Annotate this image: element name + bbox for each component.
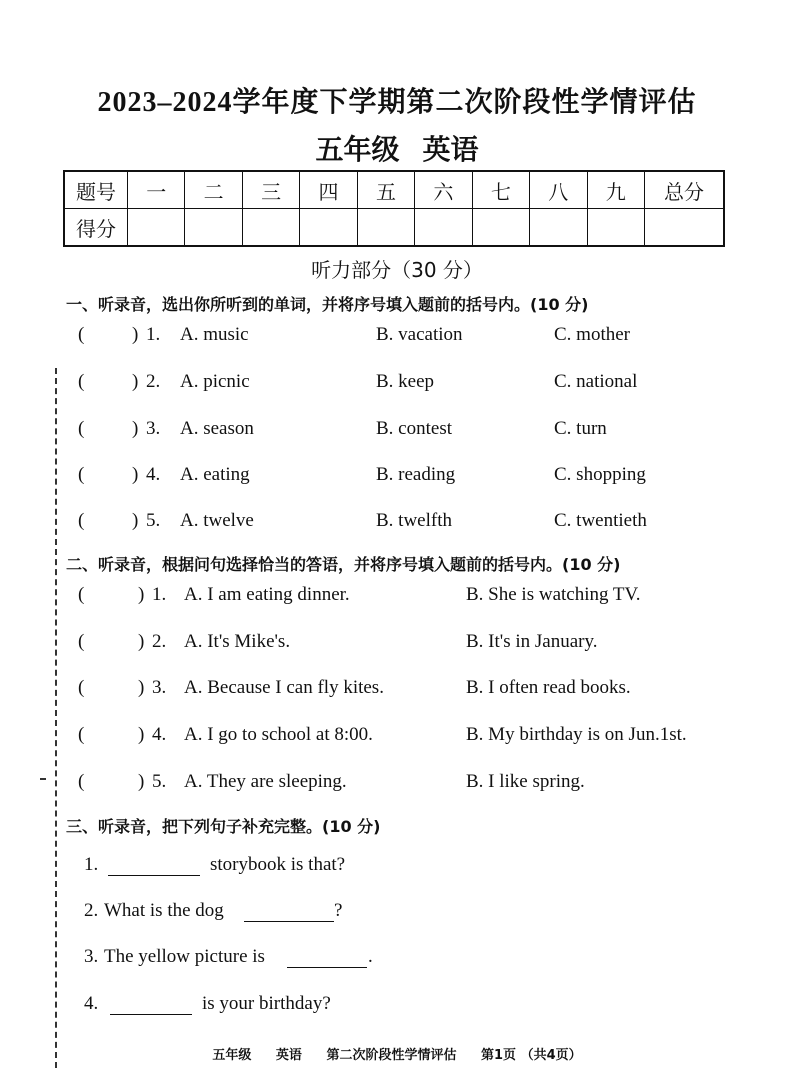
answer-bracket-close: )	[138, 724, 145, 745]
answer-bracket-open[interactable]: (	[78, 584, 85, 605]
option-c: C. twentieth	[554, 510, 647, 531]
option-b: B. She is watching TV.	[466, 584, 641, 605]
section3-item-4	[0, 993, 794, 1019]
column-4: 四	[300, 171, 357, 209]
section1-heading: 一、听录音，选出你所听到的单词，并将序号填入题前的括号内。(10 分)	[66, 295, 589, 314]
section3-item-1	[0, 854, 794, 880]
grade-label: 五年级	[315, 135, 400, 166]
item-number: 4.	[152, 724, 167, 745]
exam-title: 2023–2024学年度下学期第二次阶段性学情评估	[97, 87, 697, 118]
sentence-end: .	[368, 946, 373, 967]
option-b: B. I often read books.	[466, 677, 631, 698]
column-6: 六	[415, 171, 472, 209]
column-5: 五	[357, 171, 414, 209]
option-a: A. Because I can fly kites.	[184, 677, 384, 698]
score-cell[interactable]	[530, 209, 587, 247]
item-number: 2.	[146, 371, 161, 392]
answer-bracket-close: )	[132, 324, 139, 345]
option-a: A. picnic	[180, 371, 250, 392]
score-cell[interactable]	[300, 209, 357, 247]
option-c: C. national	[554, 371, 638, 392]
score-cell[interactable]	[587, 209, 645, 247]
option-b: B. My birthday is on Jun.1st.	[466, 724, 687, 745]
column-2: 二	[185, 171, 242, 209]
blank-line[interactable]	[244, 900, 334, 922]
option-a: A. season	[180, 418, 254, 439]
footer-exam-name: 第二次阶段性学情评估	[326, 1048, 457, 1063]
section2-heading: 二、听录音，根据问句选择恰当的答语，并将序号填入题前的括号内。(10 分)	[66, 555, 621, 574]
option-b: B. vacation	[376, 324, 463, 345]
answer-bracket-close: )	[132, 510, 139, 531]
option-b: B. keep	[376, 371, 435, 392]
section1-item-3	[0, 418, 794, 444]
answer-bracket-open[interactable]: (	[78, 724, 85, 745]
answer-bracket-open[interactable]: (	[78, 771, 85, 792]
option-a: A. music	[180, 324, 249, 345]
option-a: A. I am eating dinner.	[184, 584, 350, 605]
section2-item-2	[0, 631, 794, 657]
score-table-score-row	[64, 209, 724, 247]
option-c: C. mother	[554, 324, 630, 345]
option-b: B. I like spring.	[466, 771, 585, 792]
listening-part-title: 听力部分（30 分）	[311, 258, 483, 282]
footer-grade: 五年级	[212, 1048, 252, 1063]
answer-bracket-close: )	[138, 677, 145, 698]
score-cell[interactable]	[472, 209, 529, 247]
option-c: C. turn	[554, 418, 607, 439]
section1-item-5	[0, 510, 794, 536]
option-a: A. They are sleeping.	[184, 771, 347, 792]
answer-bracket-open[interactable]: (	[78, 631, 85, 652]
column-total: 总分	[645, 171, 725, 209]
option-c: C. shopping	[554, 464, 646, 485]
answer-bracket-close: )	[138, 584, 145, 605]
sentence-text: is your birthday?	[202, 993, 331, 1014]
sentence-text: storybook is that?	[210, 854, 346, 875]
option-a: A. It's Mike's.	[184, 631, 291, 652]
score-cell-total[interactable]	[645, 209, 725, 247]
answer-bracket-close: )	[132, 371, 139, 392]
option-a: A. I go to school at 8:00.	[184, 724, 373, 745]
answer-bracket-close: )	[132, 418, 139, 439]
score-cell[interactable]	[242, 209, 299, 247]
footer-page-number: 第1页 （共4页）	[481, 1048, 582, 1063]
column-7: 七	[472, 171, 529, 209]
option-b: B. twelfth	[376, 510, 452, 531]
sentence-text: The yellow picture is	[104, 946, 265, 967]
item-number: 2.	[84, 900, 99, 921]
item-number: 5.	[152, 771, 167, 792]
answer-bracket-open[interactable]: (	[78, 464, 85, 485]
section2-item-1	[0, 584, 794, 610]
section1-item-4	[0, 464, 794, 490]
item-number: 3.	[152, 677, 167, 698]
score-cell[interactable]	[415, 209, 472, 247]
item-number: 1.	[146, 324, 161, 345]
score-table	[63, 170, 725, 247]
item-number: 1.	[84, 854, 99, 875]
blank-line[interactable]	[108, 854, 200, 876]
answer-bracket-open[interactable]: (	[78, 677, 85, 698]
sentence-end: ?	[334, 900, 343, 921]
section1-item-2	[0, 371, 794, 397]
score-table-header-row	[64, 171, 724, 209]
score-cell[interactable]	[185, 209, 242, 247]
sentence-text: What is the dog	[104, 900, 224, 921]
section2-item-4	[0, 724, 794, 750]
score-cell[interactable]	[128, 209, 185, 247]
item-number: 4.	[84, 993, 99, 1014]
column-1: 一	[128, 171, 185, 209]
section2-item-3	[0, 677, 794, 703]
blank-line[interactable]	[287, 946, 367, 968]
option-b: B. contest	[376, 418, 452, 439]
option-b: B. reading	[376, 464, 456, 485]
item-number: 4.	[146, 464, 161, 485]
section2-item-5	[0, 771, 794, 797]
score-label: 得分	[64, 209, 128, 247]
item-number: 2.	[152, 631, 167, 652]
answer-bracket-close: )	[138, 631, 145, 652]
answer-bracket-close: )	[132, 464, 139, 485]
option-a: A. eating	[180, 464, 250, 485]
score-cell[interactable]	[357, 209, 414, 247]
subject-label: 英语	[422, 135, 479, 166]
section3-heading: 三、听录音，把下列句子补充完整。(10 分)	[66, 817, 381, 836]
answer-bracket-open[interactable]: (	[78, 371, 85, 392]
item-number: 5.	[146, 510, 161, 531]
item-number: 3.	[84, 946, 99, 967]
column-9: 九	[587, 171, 645, 209]
page-footer	[0, 1044, 794, 1063]
column-3: 三	[242, 171, 299, 209]
option-b: B. It's in January.	[466, 631, 598, 652]
section3-item-3	[0, 946, 794, 972]
question-number-label: 题号	[64, 171, 128, 209]
item-number: 1.	[152, 584, 167, 605]
exam-subtitle	[0, 128, 794, 168]
footer-subject: 英语	[275, 1048, 302, 1063]
column-8: 八	[530, 171, 587, 209]
option-a: A. twelve	[180, 510, 254, 531]
answer-bracket-open[interactable]: (	[78, 418, 85, 439]
item-number: 3.	[146, 418, 161, 439]
answer-bracket-open[interactable]: (	[78, 510, 85, 531]
answer-bracket-open[interactable]: (	[78, 324, 85, 345]
section3-item-2	[0, 900, 794, 926]
section1-item-1	[0, 324, 794, 350]
answer-bracket-close: )	[138, 771, 145, 792]
blank-line[interactable]	[110, 993, 192, 1015]
